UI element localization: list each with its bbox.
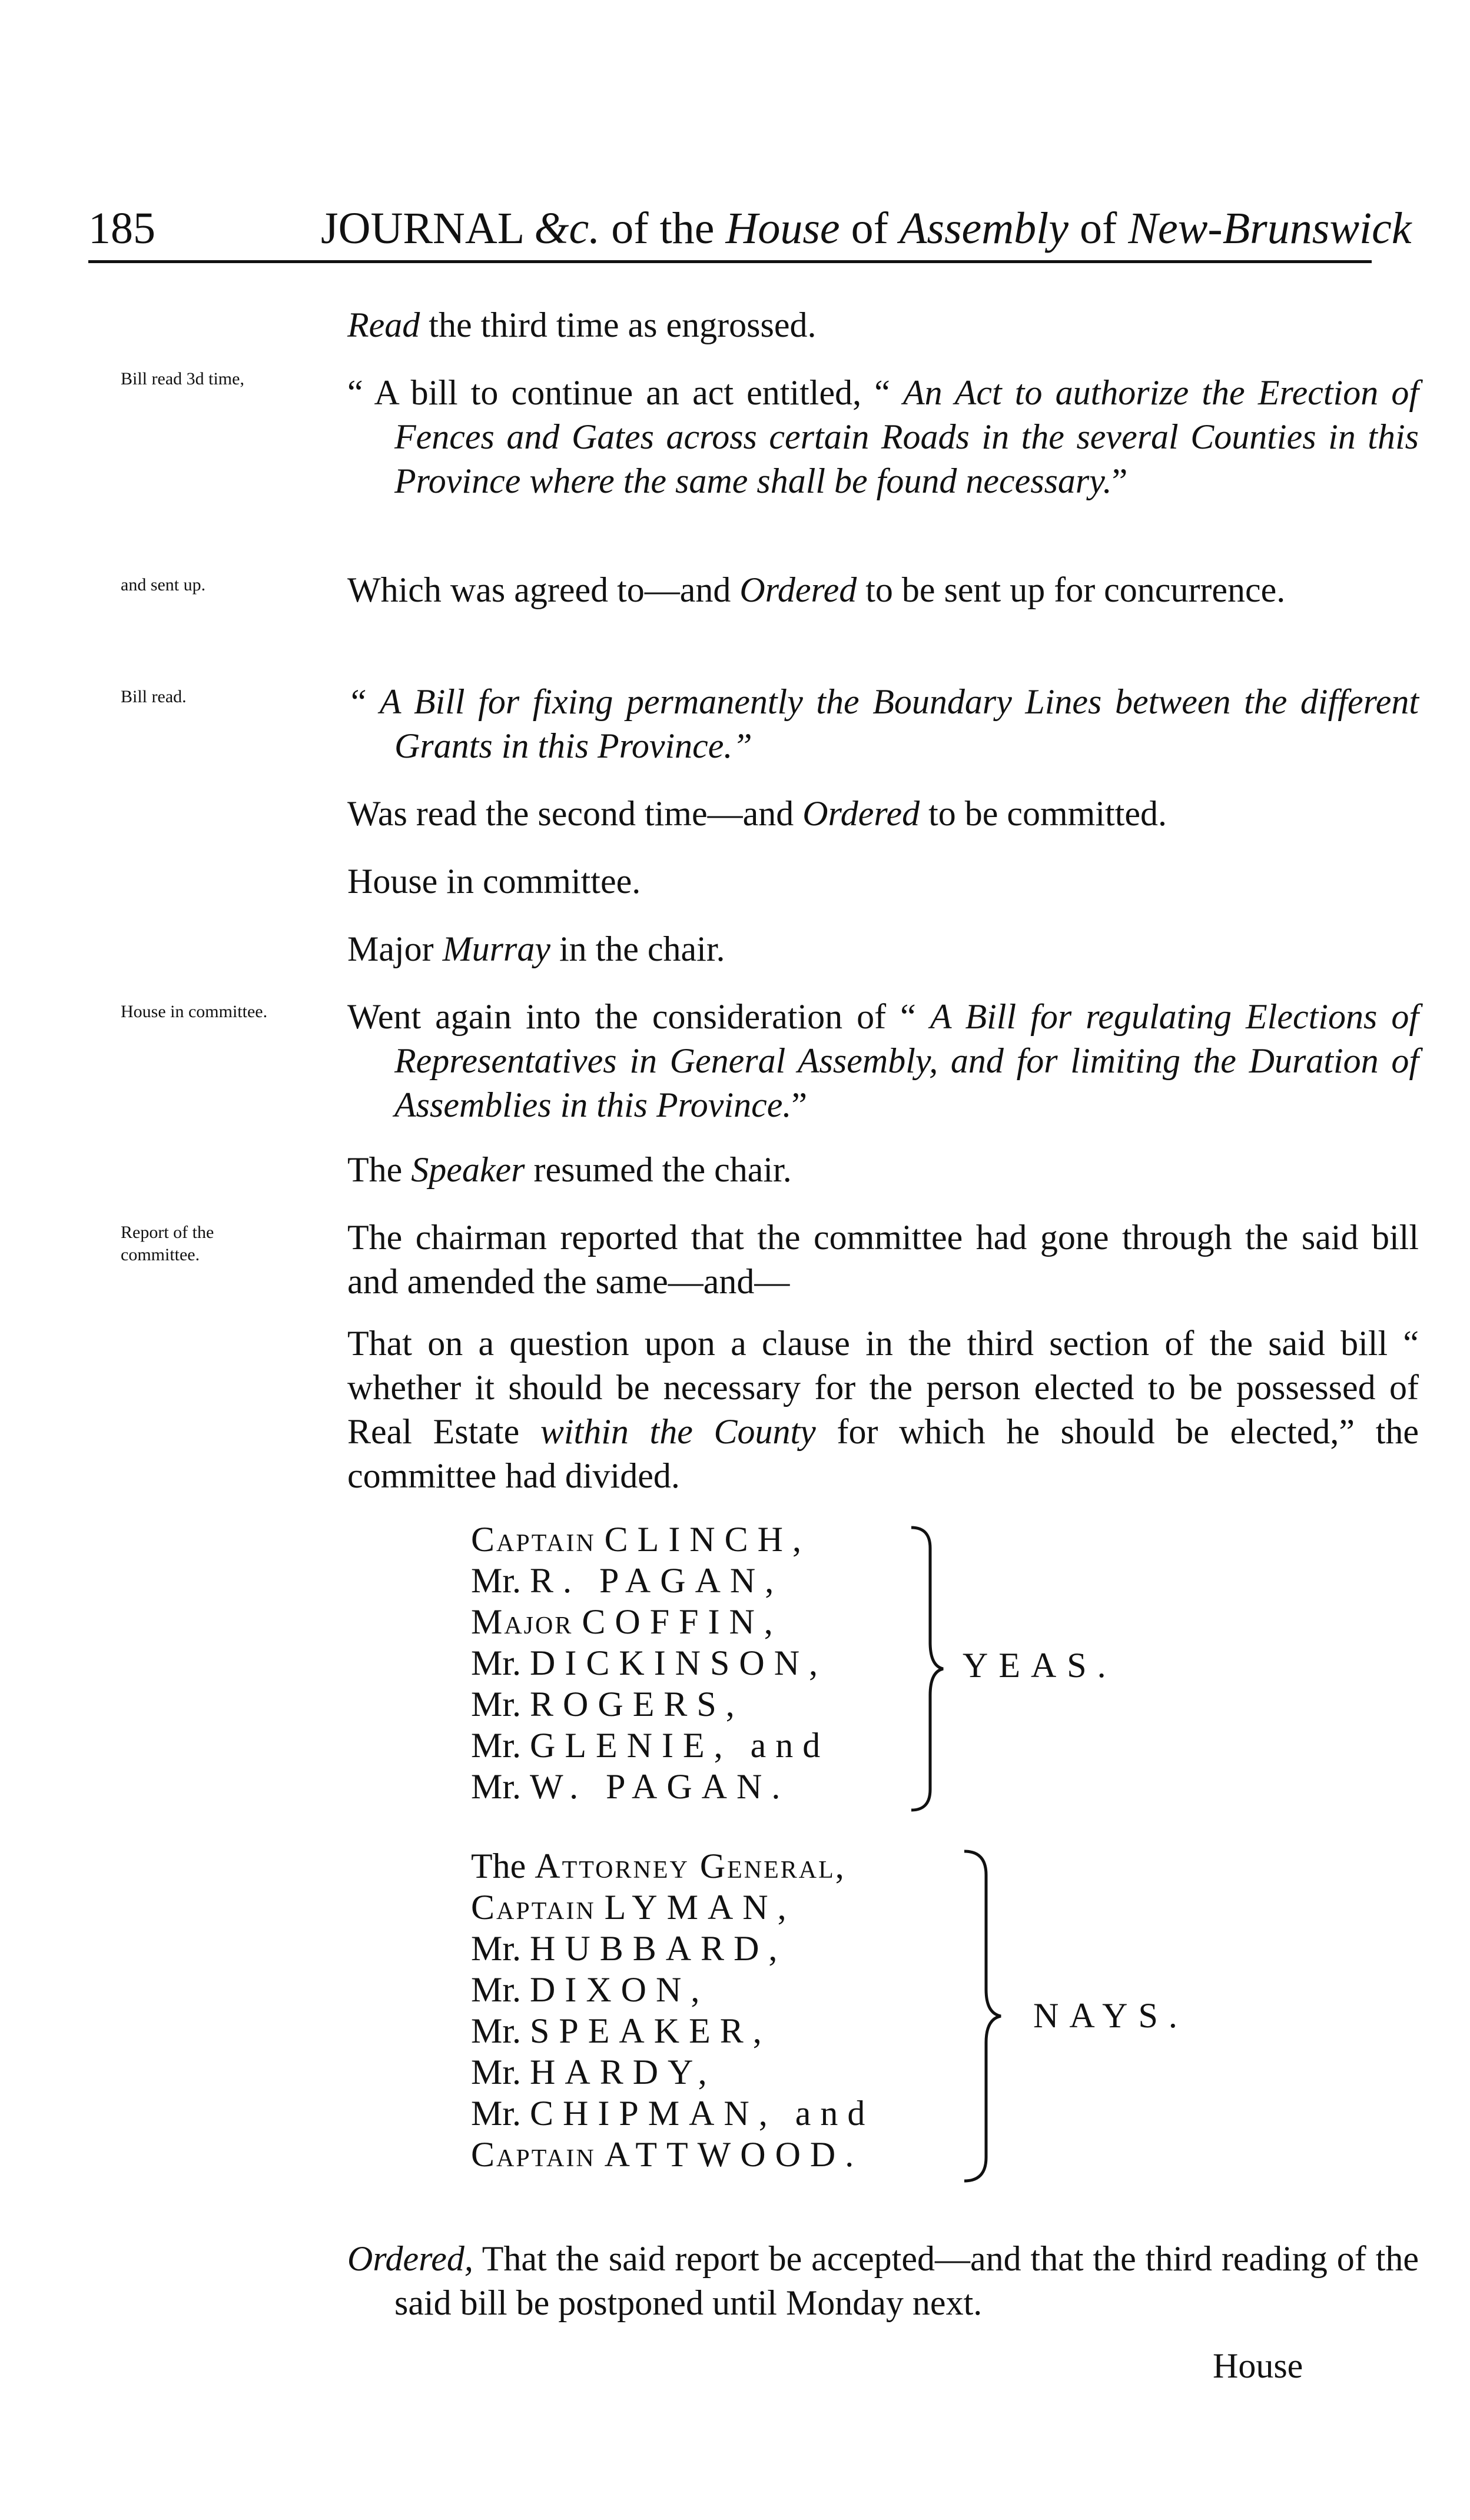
yea-member: Captain CLINCH, xyxy=(471,1520,811,1559)
agreed-italic: Ordered xyxy=(739,570,857,609)
question-pre: That on a question upon a clause in the third section of the said bill “ whether it should be necessary for the person elected to be possessed of Real Estate xyxy=(347,1324,1419,1451)
yea-member: Mr. ROGERS, xyxy=(471,1685,744,1724)
nay-member: Captain LYMAN, xyxy=(471,1888,796,1927)
ordered-italic: Ordered, xyxy=(347,2239,473,2278)
read-text: the third time as engrossed. xyxy=(420,306,817,344)
agreed-post: to be sent up for concurrence. xyxy=(857,570,1286,609)
para-bill-boundary xyxy=(300,680,1419,768)
para-ordered-final xyxy=(300,2237,1419,2325)
nays-list xyxy=(471,1845,874,2175)
para-agreed xyxy=(300,568,1419,612)
yea-member: Mr. R. PAGAN, xyxy=(471,1561,784,1600)
agreed-pre: Which was agreed to—and xyxy=(347,570,740,609)
yeas-label: YEAS. xyxy=(963,1646,1117,1685)
header-rule xyxy=(88,260,1372,263)
yea-member: Major COFFIN, xyxy=(471,1602,782,1641)
yeas-brace xyxy=(907,1525,948,1813)
para-house-committee: House in committee. xyxy=(347,862,641,901)
question-post: for which he should be elected,” the committee had divided. xyxy=(347,1412,1419,1495)
yea-member: Mr. DICKINSON, xyxy=(471,1644,828,1682)
nay-member: Mr. CHIPMAN, and xyxy=(471,2094,875,2133)
running-title-part: House xyxy=(725,204,840,253)
yea-member: Mr. GLENIE, and xyxy=(471,1726,830,1765)
margin-note-report: Report of the committee. xyxy=(121,1223,214,1264)
bill-fences-lead: “ A bill to continue an act entitled, “ xyxy=(347,373,903,412)
para-read-third xyxy=(300,303,1419,347)
bill-fences-close: ” xyxy=(1111,461,1128,500)
para-chair xyxy=(300,927,1419,971)
speaker-post: resumed the chair. xyxy=(525,1150,792,1189)
nay-member: Mr. SPEAKER, xyxy=(471,2011,771,2050)
yeas-list xyxy=(471,1519,829,1807)
running-title-part: of xyxy=(1069,204,1129,253)
went-again-post: ” xyxy=(791,1085,807,1124)
went-again-pre: Went again into the consideration of “ xyxy=(347,997,930,1036)
margin-note-bill-read-3d: Bill read 3d time, xyxy=(121,369,244,389)
margin-note-sent-up: and sent up. xyxy=(121,575,206,595)
running-title-part: JOURNAL xyxy=(321,204,535,253)
running-title-part: of xyxy=(839,204,900,253)
speaker-italic: Speaker xyxy=(411,1150,525,1189)
second-time-italic: Ordered xyxy=(802,794,920,833)
margin-note-house-in-committee: House in committee. xyxy=(121,1002,268,1021)
nays-label: NAYS. xyxy=(1033,1996,1188,2035)
catchword: House xyxy=(1213,2346,1303,2385)
yea-member: Mr. W. PAGAN. xyxy=(471,1767,790,1806)
page-number: 185 xyxy=(88,204,155,253)
nay-member: Mr. HARDY, xyxy=(471,2053,716,2091)
para-question xyxy=(300,1322,1419,1498)
went-again-italic: A Bill for regulating Elections of Representatives in General Assembly, and for limiting the Duration of Assemblies in this Province. xyxy=(394,997,1419,1124)
speaker-pre: The xyxy=(347,1150,412,1189)
running-title xyxy=(321,203,1412,254)
para-second-time xyxy=(300,792,1419,836)
second-time-pre: Was read the second time—and xyxy=(347,794,803,833)
para-bill-fences xyxy=(300,371,1419,503)
chair-post: in the chair. xyxy=(550,929,725,968)
second-time-post: to be committed. xyxy=(920,794,1167,833)
chair-italic: Murray xyxy=(442,929,550,968)
nay-member: Mr. HUBBARD, xyxy=(471,1929,787,1968)
nay-member: Mr. DIXON, xyxy=(471,1970,709,2009)
para-reported: The chairman reported that the committee had gone through the said bill and amended the same—and— xyxy=(347,1218,1419,1301)
running-title-part: New-Brunswick xyxy=(1128,204,1412,253)
read-italic: Read xyxy=(347,306,420,344)
chair-pre: Major xyxy=(347,929,443,968)
nay-member: The Attorney General, xyxy=(471,1847,846,1885)
ordered-post: That the said report be accepted—and that the third reading of the said bill be postponed until Monday next. xyxy=(394,2239,1419,2322)
bill-fences-title: An Act to authorize the Erection of Fences and Gates across certain Roads in the several Counties in this Province where the same shall be found necessary. xyxy=(394,373,1419,500)
nays-brace xyxy=(960,1848,1007,2184)
question-italic: within the County xyxy=(540,1412,816,1451)
bill-boundary-text: “ A Bill for fixing permanently the Boundary Lines between the different Grants in this Province.” xyxy=(347,682,1419,765)
margin-note-bill-read: Bill read. xyxy=(121,687,187,706)
para-went-again xyxy=(300,995,1419,1127)
para-speaker xyxy=(300,1148,1419,1192)
running-title-part: Assembly xyxy=(899,204,1069,253)
running-title-part: of the xyxy=(600,204,726,253)
nay-member: Captain ATTWOOD. xyxy=(471,2135,864,2174)
running-title-part: &c. xyxy=(534,204,600,253)
